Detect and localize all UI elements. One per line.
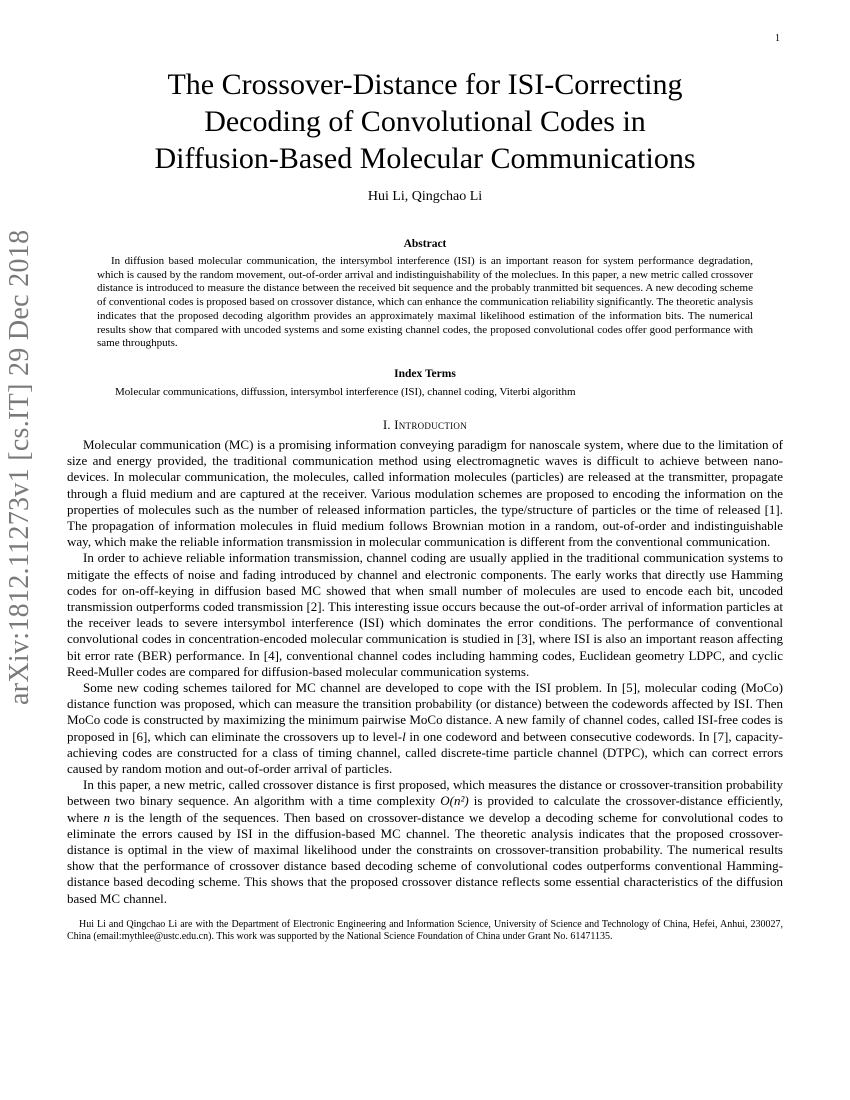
page-number: 1 — [775, 33, 780, 44]
authors: Hui Li, Qingchao Li — [367, 189, 483, 204]
title-line: Diffusion-Based Molecular Communications — [154, 142, 696, 175]
text-run: Some new coding schemes tailored for MC channel are developed to cope with the ISI problem. In [5], molecular coding (MoCo) distance function was proposed, which can measure the transition probability (or distance) between the codewords affected by ISI. Then MoCo code is constructed by maximizing the minimum pairwise MoCo distance. A new family of channel codes, called ISI-free codes is proposed in [6], which can eliminate the crossovers up to level- — [67, 679, 783, 744]
section-heading-introduction: I. Introduction — [382, 417, 468, 432]
title-line: Decoding of Convolutional Codes in — [204, 105, 646, 138]
abstract-text: In diffusion based molecular communication, the intersymbol interference (ISI) is an important reason for system performance degradation, which is caused by the random movement, out-of-order arrival and indistinguishability of the moleclues. In this paper, a new metric called crossover distance is introduced to measure the distance between the received bit sequence and the probably tranmitted bit sequences. A new decoding scheme of conventional codes is proposed based on crossover distance, which can enhance the communication reliability significantly. The theoretic analysis indicates that the proposed decoding algorithm provides an approximately maximal likelihood estimation of the information bits. The numerical results show that compared with uncoded systems and some existing channel codes, the proposed convolutional codes offer good performance with same throughputs. — [97, 255, 753, 350]
footnote: Hui Li and Qingchao Li are with the Department of Electronic Engineering and Information Science, University of Science and Technology of China, Hefei, Anhui, 230027, China (email:mythlee@ustc.edu.cn). This work was supported by the National Science Foundation of China under Grant No. 61471135. — [67, 918, 783, 943]
text-run: In this paper, a new metric, called crossover distance is first proposed, which measures the distance or crossover-transition probability between two binary sequence. An algorithm with a time complexity — [67, 777, 783, 809]
math-complexity: O(n²) — [440, 793, 469, 809]
text-run: in one codeword and between consecutive codewords. In [7], capacity-achieving codes are constructed for a class of timing channel, called discrete-time particle channel (DTPC), which can correct errors caused by random motion and out-of-order arrival of particles. — [67, 728, 783, 776]
intro-paragraph-3 — [67, 680, 783, 777]
paper-title — [67, 66, 783, 177]
title-line: The Crossover-Distance for ISI-Correcting — [167, 68, 683, 101]
index-terms-text: Molecular communications, diffussion, intersymbol interference (ISI), channel coding, Viterbi algorithm — [115, 385, 576, 398]
math-variable: l — [402, 728, 406, 744]
text-run: is provided to calculate the crossover-distance efficiently, where — [67, 793, 783, 825]
intro-paragraph-1: Molecular communication (MC) is a promising information conveying paradigm for nanoscale system, where due to the limitation of size and energy provided, the traditional communication method using electromagnetic waves is difficult to achieve between nano-devices. In molecular communication, the molecules, called information molecules (particles) are released at the transmitter, propagate through a fluid medium and are captured at the receiver. Various modulation schemes are proposed to encoding the information on the properties of molecules such as the number of released information particles, the type/structure of particles or the time of released [1]. The propagation of information molecules in fluid medium follows Brownian motion in a random, out-of-order and indistinguishable way, which make the reliable information transmission in molecular communication is different from the conventional communication. — [67, 436, 783, 550]
intro-paragraph-4 — [67, 777, 783, 907]
text-run: is the length of the sequences. Then based on crossover-distance we develop a decoding scheme for convolutional codes to eliminate the errors caused by ISI in the diffusion-based MC channel. The theoretic analysis indicates that the proposed crossover-distance is optimal in the view of maximal likelihood under the constraints on crossover-transition probability. The numerical results show that the performance of crossover distance based decoding scheme of convolutional codes outperforms conventional Hamming-distance based decoding scheme. This shows that the proposed crossover distance reflects some essential characteristics of the diffusion based MC channel. — [67, 809, 784, 906]
math-variable: n — [103, 809, 111, 825]
index-terms-heading: Index Terms — [394, 367, 456, 380]
paper-body — [67, 66, 783, 954]
arxiv-stamp: arXiv:1812.11273v1 [cs.IT] 29 Dec 2018 — [4, 229, 35, 705]
abstract-heading: Abstract — [403, 238, 447, 250]
intro-paragraph-2: In order to achieve reliable information transmission, channel coding are usually applied in the traditional communication systems to mitigate the effects of noise and fading introduced by channel and electronic components. The early works that directly use Hamming codes for on-off-keying in diffusion based MC showed that when small number of molecules are used to encode each bit, uncoded transmission outperforms coded transmission [2]. This interesting issue occurs because the out-of-order arrival of information particles at the receiver leads to severe intersymbol interference (ISI) which dominates the error conditions. The performance of conventional convolutional codes in concentration-encoded molecular communication is studied in [3], where ISI is also an important reason affecting bit error rate (BER) performance. In [4], conventional channel codes including hamming codes, Euclidean geometry LDPC, and cyclic Reed-Muller codes are compared for diffusion-based molecular communication systems. — [67, 550, 783, 679]
